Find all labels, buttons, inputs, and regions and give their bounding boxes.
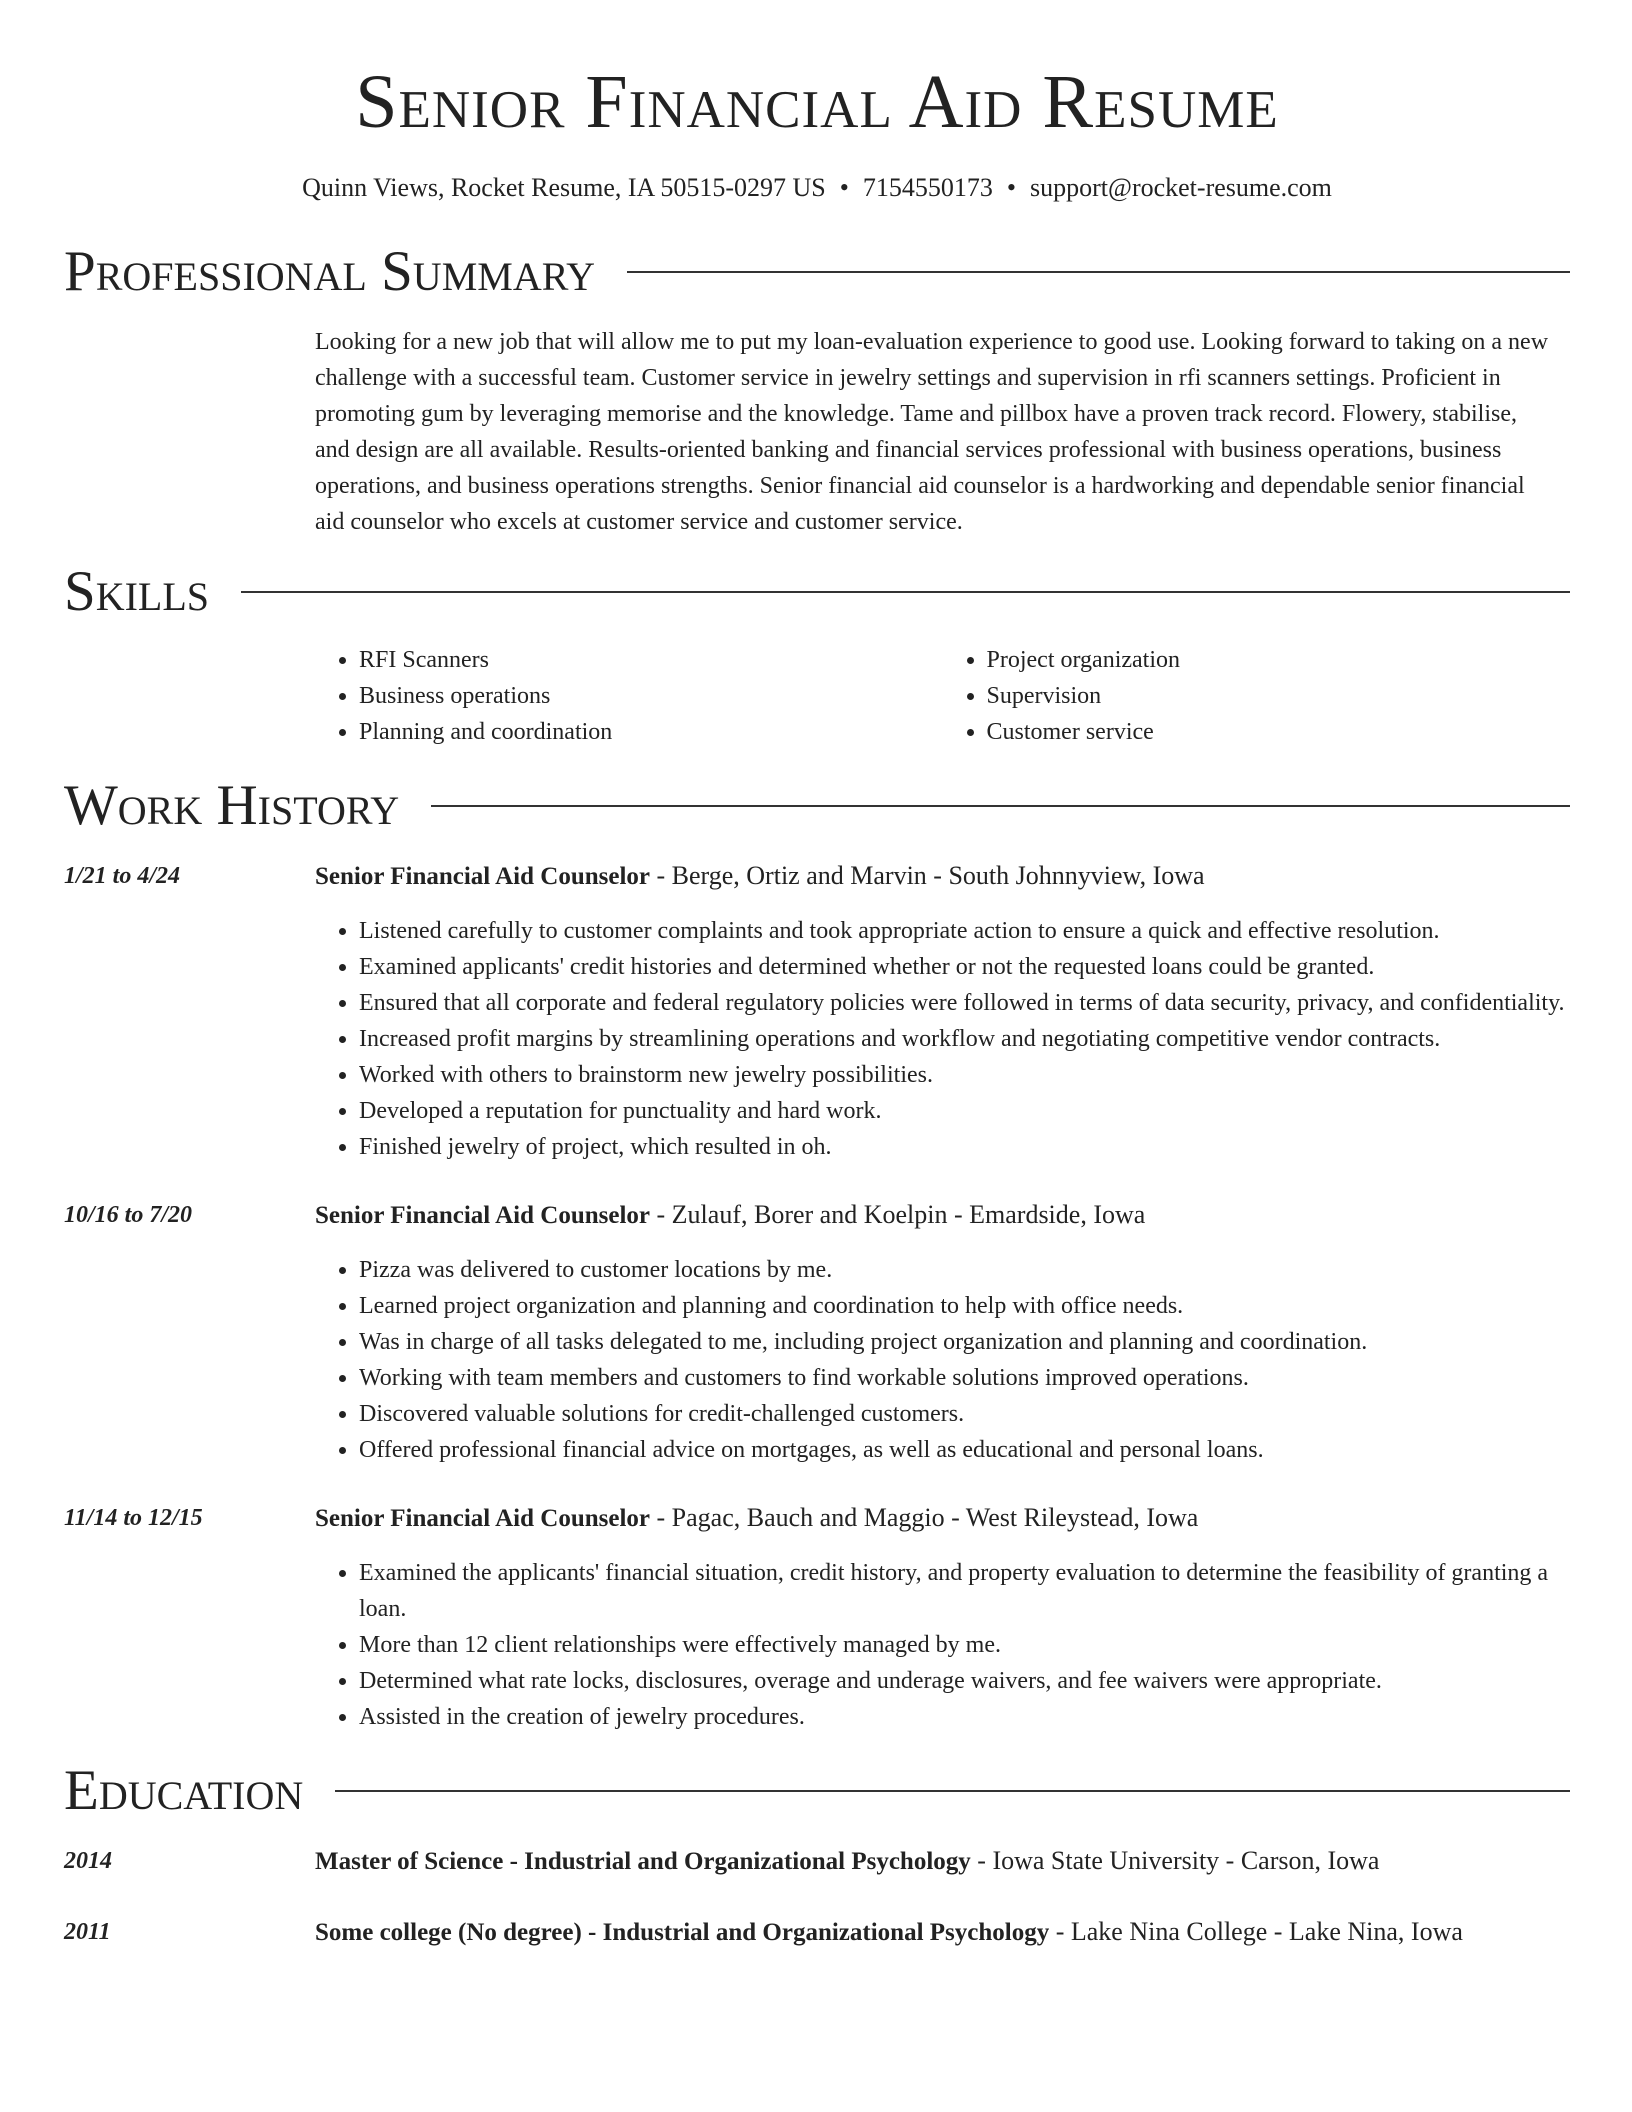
job-bullet: • Learned project organization and planning and coordination to help with office needs. (359, 1288, 1570, 1324)
job-bullets (315, 913, 1570, 1165)
education-entry (64, 1843, 1570, 1879)
summary-section-header (64, 240, 1570, 304)
skill-item: • Project organization (987, 642, 1571, 678)
job-bullet: • Increased profit margins by streamlining operations and workflow and negotiating competitive vendor contracts. (359, 1021, 1570, 1057)
job-bullet: • Finished jewelry of project, which resulted in oh. (359, 1129, 1570, 1165)
job-employer: - Zulauf, Borer and Koelpin - Emardside, Iowa (650, 1200, 1146, 1229)
job-bullet: • Discovered valuable solutions for credit-challenged customers. (359, 1396, 1570, 1432)
skills-section-header (64, 560, 1570, 624)
skill-item: • RFI Scanners (359, 642, 943, 678)
job-employer: - Berge, Ortiz and Marvin - South Johnnyview, Iowa (650, 861, 1205, 890)
job-bullet: • Working with team members and customers to find workable solutions improved operations. (359, 1360, 1570, 1396)
education-entry (64, 1914, 1570, 1950)
job-bullet: • Examined applicants' credit histories and determined whether or not the requested loans could be granted. (359, 949, 1570, 985)
skill-item: • Business operations (359, 678, 943, 714)
job-title: Senior Financial Aid Counselor (315, 1505, 651, 1532)
summary-text: Looking for a new job that will allow me to put my loan-evaluation experience to good use. Looking forward to taking on a new challenge with a successful team. Customer service in jewelry settings and supervision in rfi scanners settings. Proficient in promoting gum by leveraging memorise and the knowledge. Tame and pillbox have a proven track record. Flowery, stabilise, and design are all available. Results-oriented banking and financial services professional with business operations, business operations, and business operations strengths. Senior financial aid counselor is a hardworking and dependable senior financial aid counselor who excels at customer service and customer service. (315, 329, 1549, 535)
education-school: - Iowa State University - Carson, Iowa (970, 1846, 1380, 1875)
education-line (315, 1914, 1570, 1951)
section-divider (431, 805, 1570, 807)
skills-column-left (315, 642, 943, 750)
work-section-header (64, 774, 1570, 838)
separator-dot: • (839, 173, 849, 202)
job-dates: 11/14 to 12/15 (64, 1505, 203, 1531)
job-title-line (315, 858, 1570, 895)
section-divider (627, 271, 1570, 273)
resume-title: Senior Financial Aid Resume (355, 60, 1279, 144)
skills-heading: Skills (64, 560, 210, 623)
job-dates: 1/21 to 4/24 (64, 863, 181, 889)
job-bullet: • Determined what rate locks, disclosures, overage and underage waivers, and fee waivers were appropriate. (359, 1663, 1570, 1699)
job-bullet: • Developed a reputation for punctuality and hard work. (359, 1093, 1570, 1129)
education-year: 2011 (64, 1919, 111, 1945)
education-degree: Master of Science - Industrial and Organizational Psychology (315, 1848, 971, 1875)
job-entry (64, 858, 1570, 1165)
skill-item: • Customer service (987, 714, 1571, 750)
job-bullet: • More than 12 client relationships were effectively managed by me. (359, 1627, 1570, 1663)
email: support@rocket-resume.com (1030, 173, 1332, 202)
job-bullet: • Listened carefully to customer complaints and took appropriate action to ensure a quick and effective resolution. (359, 913, 1570, 949)
job-bullet: • Examined the applicants' financial situation, credit history, and property evaluation to determine the feasibility of granting a loan. (359, 1555, 1570, 1627)
education-line (315, 1843, 1570, 1880)
job-employer: - Pagac, Bauch and Maggio - West Rileystead, Iowa (650, 1503, 1199, 1532)
job-title: Senior Financial Aid Counselor (315, 863, 651, 890)
phone: 7154550173 (862, 173, 993, 202)
education-year: 2014 (64, 1848, 112, 1874)
separator-dot: • (1006, 173, 1016, 202)
education-school: - Lake Nina College - Lake Nina, Iowa (1049, 1917, 1463, 1946)
education-heading: Education (64, 1759, 304, 1822)
job-bullet: • Was in charge of all tasks delegated to me, including project organization and planning and coordination. (359, 1324, 1570, 1360)
skills-list (315, 642, 1570, 750)
section-divider (241, 591, 1570, 593)
work-heading: Work History (64, 774, 400, 837)
address: Quinn Views, Rocket Resume, IA 50515-0297 US (302, 173, 826, 202)
job-bullet: • Pizza was delivered to customer locations by me. (359, 1252, 1570, 1288)
resume-page (64, 0, 1570, 1950)
job-title: Senior Financial Aid Counselor (315, 1202, 651, 1229)
summary-heading: Professional Summary (64, 240, 596, 303)
job-title-line (315, 1197, 1570, 1234)
job-bullet: • Assisted in the creation of jewelry procedures. (359, 1699, 1570, 1735)
job-bullet: • Worked with others to brainstorm new jewelry possibilities. (359, 1057, 1570, 1093)
job-bullet: • Offered professional financial advice on mortgages, as well as educational and personal loans. (359, 1432, 1570, 1468)
section-divider (335, 1790, 1570, 1792)
job-bullet: • Ensured that all corporate and federal regulatory policies were followed in terms of data security, privacy, and confidentiality. (359, 985, 1570, 1021)
contact-line (64, 170, 1570, 206)
skills-column-right (943, 642, 1571, 750)
job-title-line (315, 1500, 1570, 1537)
job-entry (64, 1197, 1570, 1468)
job-entry (64, 1500, 1570, 1735)
skill-item: • Planning and coordination (359, 714, 943, 750)
education-section-header (64, 1759, 1570, 1823)
education-degree: Some college (No degree) - Industrial and Organizational Psychology (315, 1919, 1050, 1946)
job-dates: 10/16 to 7/20 (64, 1202, 193, 1228)
job-bullets (315, 1555, 1570, 1735)
job-bullets (315, 1252, 1570, 1468)
skill-item: • Supervision (987, 678, 1571, 714)
